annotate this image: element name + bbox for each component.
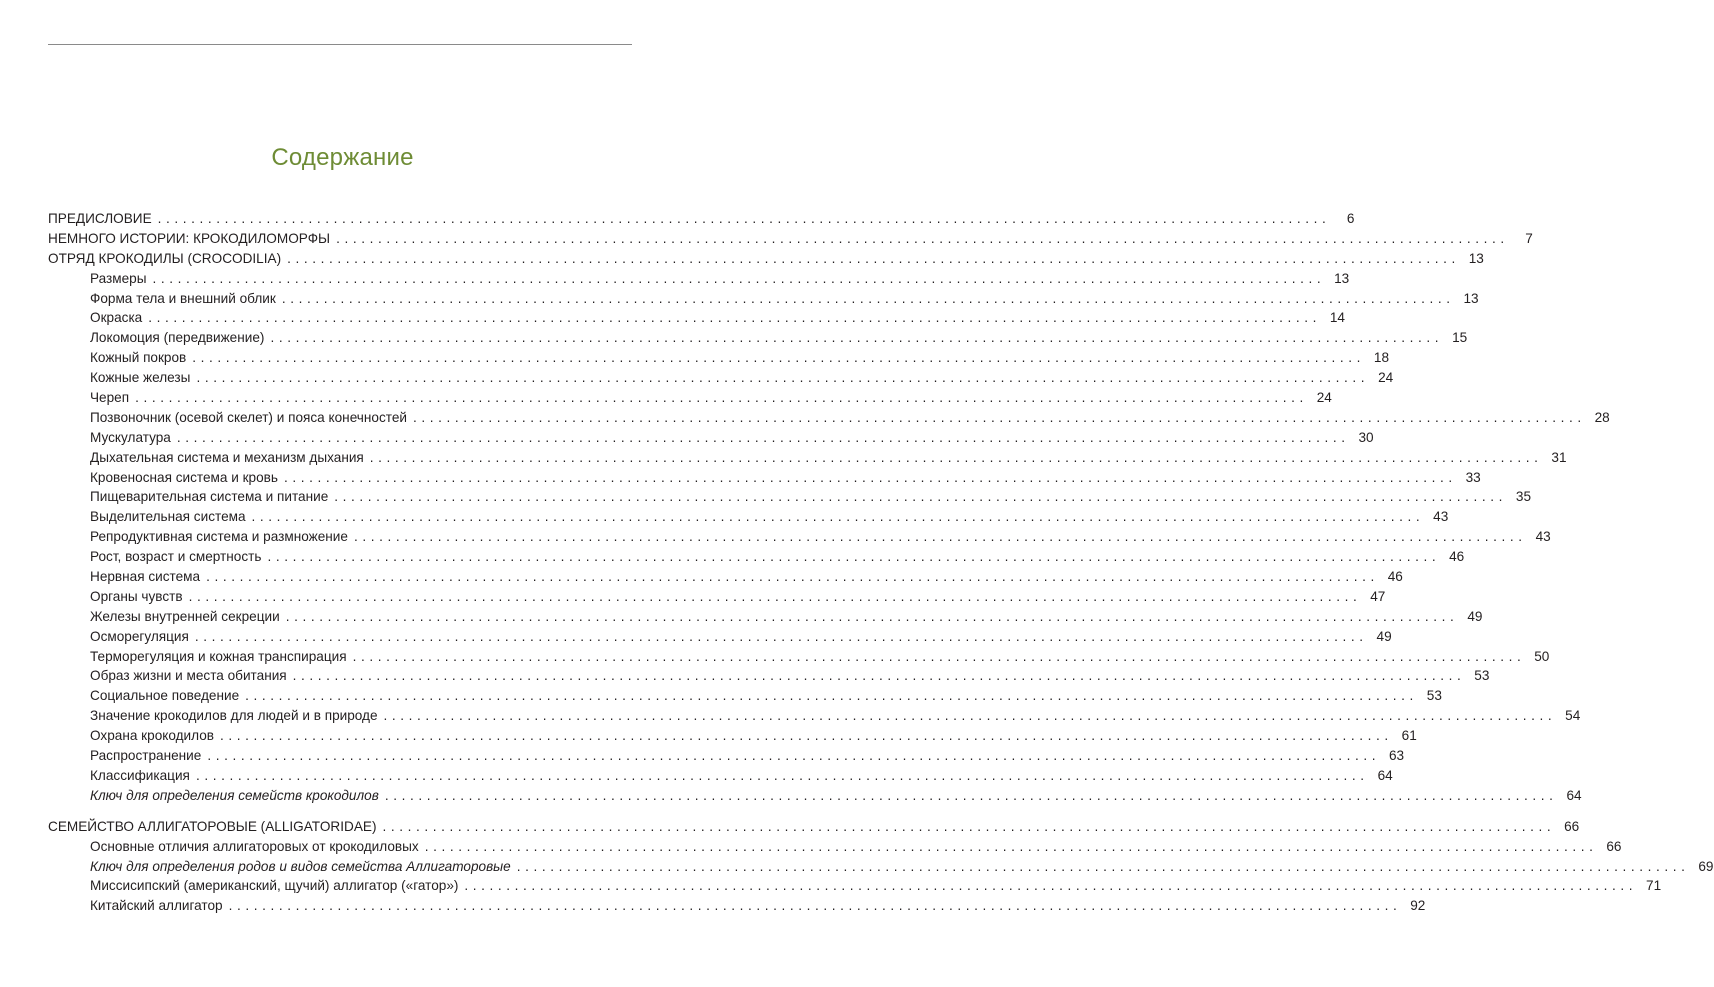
toc-entry[interactable] bbox=[48, 837, 1622, 857]
dot-leader: ............................................................................................................................................ bbox=[382, 818, 1556, 834]
toc-entry-page: 47 bbox=[1370, 588, 1386, 604]
page-title: Содержание bbox=[271, 144, 414, 171]
dot-leader: ............................................................................................................................................ bbox=[283, 469, 1457, 485]
dot-leader: ............................................................................................................................................ bbox=[192, 350, 1366, 366]
toc-entry-label: Социальное поведение bbox=[90, 688, 240, 704]
dot-leader: ............................................................................................................................................ bbox=[369, 449, 1543, 465]
toc-entry[interactable] bbox=[48, 269, 1350, 289]
toc-entry-page: 18 bbox=[1373, 350, 1390, 366]
toc-entry[interactable] bbox=[48, 428, 1374, 448]
toc-entry-label: Окраска bbox=[90, 310, 143, 326]
toc-entry-label: Форма тела и внешний облик bbox=[90, 290, 276, 306]
toc-entry-label: ОТРЯД КРОКОДИЛЫ (CROCODILIA) bbox=[48, 250, 282, 266]
toc-entry-label: Кожный покров bbox=[90, 350, 187, 366]
toc-entry-page: 30 bbox=[1358, 429, 1374, 445]
toc-entry-page: 24 bbox=[1378, 370, 1394, 386]
toc-entry-label: Распространение bbox=[90, 748, 202, 764]
dot-leader: ............................................................................................................................................ bbox=[176, 429, 1350, 445]
dot-leader: ............................................................................................................................................ bbox=[207, 748, 1381, 764]
toc-entry-label: Позвоночник (осевой скелет) и пояса конечностей bbox=[90, 409, 407, 425]
toc-entry[interactable] bbox=[48, 896, 1426, 916]
toc-entry[interactable] bbox=[48, 547, 1465, 567]
toc-entry-page: 53 bbox=[1474, 668, 1490, 684]
toc-entry-label: Дыхательная система и механизм дыхания bbox=[90, 449, 364, 465]
dot-leader: ............................................................................................................................................ bbox=[384, 787, 1558, 803]
dot-leader: ............................................................................................................................................ bbox=[383, 708, 1557, 724]
dot-leader: ............................................................................................................................................ bbox=[287, 250, 1460, 266]
toc-entry[interactable] bbox=[48, 229, 1533, 249]
dot-leader: ............................................................................................................................................ bbox=[352, 648, 1526, 664]
toc-entry-page: 43 bbox=[1535, 529, 1551, 545]
dot-leader: ............................................................................................................................................ bbox=[353, 529, 1527, 545]
toc-entry-label: Терморегуляция и кожная транспирация bbox=[90, 648, 347, 664]
toc-entry-label: Размеры bbox=[90, 270, 147, 286]
toc-entry[interactable] bbox=[48, 666, 1490, 686]
toc-entry-page: 15 bbox=[1452, 330, 1468, 346]
toc-entry-page: 14 bbox=[1329, 310, 1345, 326]
dot-leader: ............................................................................................................................................ bbox=[292, 668, 1466, 684]
toc-entry-page: 63 bbox=[1388, 748, 1405, 764]
toc-entry-label: Органы чувств bbox=[90, 588, 183, 604]
toc-entry[interactable] bbox=[48, 786, 1582, 806]
toc-entry-page: 64 bbox=[1566, 787, 1582, 803]
dot-leader: ............................................................................................................................................ bbox=[135, 390, 1308, 406]
toc-entry[interactable] bbox=[48, 209, 1355, 229]
toc-entry-page: 49 bbox=[1467, 608, 1483, 624]
toc-entry[interactable] bbox=[48, 368, 1394, 388]
dot-leader: ............................................................................................................................................ bbox=[245, 688, 1418, 704]
dot-leader: ............................................................................................................................................ bbox=[424, 838, 1598, 854]
dot-leader: ............................................................................................................................................ bbox=[412, 409, 1586, 425]
toc-entry[interactable] bbox=[48, 706, 1581, 726]
toc-entry-label: Образ жизни и места обитания bbox=[90, 668, 287, 684]
toc-entry[interactable] bbox=[48, 468, 1481, 488]
toc-entry-page: 92 bbox=[1410, 898, 1426, 914]
toc-entry[interactable] bbox=[48, 289, 1479, 309]
toc-entry-label: Ключ для определения семейств крокодилов bbox=[90, 787, 379, 803]
toc-entry-page: 46 bbox=[1449, 549, 1465, 565]
toc-entry[interactable] bbox=[48, 587, 1386, 607]
dot-leader: ............................................................................................................................................ bbox=[251, 509, 1425, 525]
toc-entry[interactable] bbox=[48, 507, 1449, 527]
toc-entry-label: Рост, возраст и смертность bbox=[90, 549, 262, 565]
toc-entry[interactable] bbox=[48, 817, 1580, 837]
dot-leader: ............................................................................................................................................ bbox=[285, 608, 1459, 624]
toc-entry-label: Значение крокодилов для людей и в природе bbox=[90, 708, 378, 724]
toc-entry-page: 28 bbox=[1594, 409, 1610, 425]
toc-entry-page: 71 bbox=[1646, 878, 1662, 894]
dot-leader: ............................................................................................................................................ bbox=[157, 211, 1331, 226]
toc-entry-label: Выделительная система bbox=[90, 509, 246, 525]
toc-entry-label: Репродуктивная система и размножение bbox=[90, 529, 348, 545]
toc-entry-page: 61 bbox=[1401, 728, 1417, 744]
dot-leader: ............................................................................................................................................ bbox=[336, 230, 1509, 246]
dot-leader: ............................................................................................................................................ bbox=[281, 290, 1455, 306]
toc-entry[interactable] bbox=[48, 647, 1550, 667]
toc-entry-page: 43 bbox=[1433, 509, 1449, 525]
toc-entry[interactable] bbox=[48, 328, 1468, 348]
dot-leader: ............................................................................................................................................ bbox=[334, 489, 1508, 505]
toc-entry-page: 24 bbox=[1316, 390, 1332, 406]
toc-entry-label: Китайский аллигатор bbox=[90, 898, 223, 914]
dot-leader: ............................................................................................................................................ bbox=[188, 588, 1362, 604]
toc-entry-page: 13 bbox=[1334, 270, 1350, 286]
toc-entry-page: 66 bbox=[1606, 838, 1622, 854]
toc-entry-label: ПРЕДИСЛОВИЕ bbox=[48, 211, 152, 226]
toc-entry-label: Основные отличия аллигаторовых от крокодиловых bbox=[90, 838, 419, 854]
toc-entry[interactable] bbox=[48, 746, 1405, 766]
toc-entry-label: Классификация bbox=[90, 767, 190, 783]
toc-entry-page: 49 bbox=[1376, 628, 1392, 644]
toc-entry-page: 46 bbox=[1387, 569, 1403, 585]
dot-leader: ............................................................................................................................................ bbox=[195, 767, 1369, 783]
toc-entry-page: 35 bbox=[1515, 489, 1532, 505]
toc-entry[interactable] bbox=[48, 686, 1442, 706]
toc-entry-label: Осморегуляция bbox=[90, 628, 189, 644]
toc-entry[interactable] bbox=[48, 487, 1532, 507]
toc-entry-label: СЕМЕЙСТВО АЛЛИГАТОРОВЫЕ (ALLIGATORIDAE) bbox=[48, 818, 377, 834]
toc-entry[interactable] bbox=[48, 766, 1393, 786]
toc-entry[interactable] bbox=[48, 857, 1714, 877]
dot-leader: ............................................................................................................................................ bbox=[206, 569, 1379, 585]
toc-entry-page: 53 bbox=[1426, 688, 1442, 704]
toc-entry-label: Мускулатура bbox=[90, 429, 171, 445]
dot-leader: ............................................................................................................................................ bbox=[270, 330, 1444, 346]
toc-entry[interactable] bbox=[48, 527, 1551, 547]
toc-entry[interactable] bbox=[48, 408, 1610, 428]
toc-entry[interactable] bbox=[48, 876, 1662, 896]
toc-entry[interactable] bbox=[48, 726, 1417, 746]
dot-leader: ............................................................................................................................................ bbox=[464, 878, 1638, 894]
toc-entry-page: 54 bbox=[1565, 708, 1581, 724]
toc-entry-label: Кровеносная система и кровь bbox=[90, 469, 278, 485]
toc-entry-label: Железы внутренней секреции bbox=[90, 608, 280, 624]
toc-entry-label: Ключ для определения родов и видов семейства Аллигаторовые bbox=[90, 858, 511, 874]
toc-entry[interactable] bbox=[48, 627, 1392, 647]
toc-entry-page: 13 bbox=[1463, 290, 1479, 306]
toc-entry-page: 50 bbox=[1534, 648, 1550, 664]
toc-entry-label: Пищеварительная система и питание bbox=[90, 489, 329, 505]
toc-entry[interactable] bbox=[48, 348, 1390, 368]
dot-leader: ............................................................................................................................................ bbox=[152, 270, 1326, 286]
toc-entry-label: Охрана крокодилов bbox=[90, 728, 215, 744]
toc-entry[interactable] bbox=[48, 448, 1567, 468]
dot-leader: ............................................................................................................................................ bbox=[228, 898, 1402, 914]
toc-entry-page: 7 bbox=[1525, 230, 1533, 246]
toc-entry[interactable] bbox=[48, 567, 1403, 587]
toc-entry-page: 33 bbox=[1465, 469, 1481, 485]
table-of-contents bbox=[48, 209, 1714, 916]
toc-entry[interactable] bbox=[48, 249, 1484, 269]
toc-entry[interactable] bbox=[48, 388, 1332, 408]
dot-leader: ............................................................................................................................................ bbox=[516, 858, 1690, 874]
toc-entry-label: НЕМНОГО ИСТОРИИ: КРОКОДИЛОМОРФЫ bbox=[48, 230, 331, 246]
toc-entry-label: Череп bbox=[90, 390, 130, 406]
toc-entry-page: 13 bbox=[1468, 250, 1484, 266]
dot-leader: ............................................................................................................................................ bbox=[148, 310, 1321, 326]
toc-entry-page: 66 bbox=[1564, 818, 1580, 834]
toc-entry-label: Нервная система bbox=[90, 569, 201, 585]
dot-leader: ............................................................................................................................................ bbox=[220, 728, 1393, 744]
header-rule bbox=[48, 44, 632, 45]
toc-entry-label: Локомоция (передвижение) bbox=[90, 330, 265, 346]
toc-entry-page: 6 bbox=[1346, 211, 1355, 226]
toc-entry[interactable] bbox=[48, 308, 1345, 328]
toc-entry-page: 31 bbox=[1551, 449, 1567, 465]
dot-leader: ............................................................................................................................................ bbox=[267, 549, 1441, 565]
toc-entry[interactable] bbox=[48, 607, 1483, 627]
dot-leader: ............................................................................................................................................ bbox=[194, 628, 1368, 644]
dot-leader: ............................................................................................................................................ bbox=[196, 370, 1370, 386]
toc-entry-page: 69 bbox=[1698, 858, 1714, 874]
toc-entry-label: Миссисипский (американский, щучий) аллигатор («гатор») bbox=[90, 878, 459, 894]
toc-entry-label: Кожные железы bbox=[90, 370, 191, 386]
toc-entry-page: 64 bbox=[1377, 767, 1393, 783]
